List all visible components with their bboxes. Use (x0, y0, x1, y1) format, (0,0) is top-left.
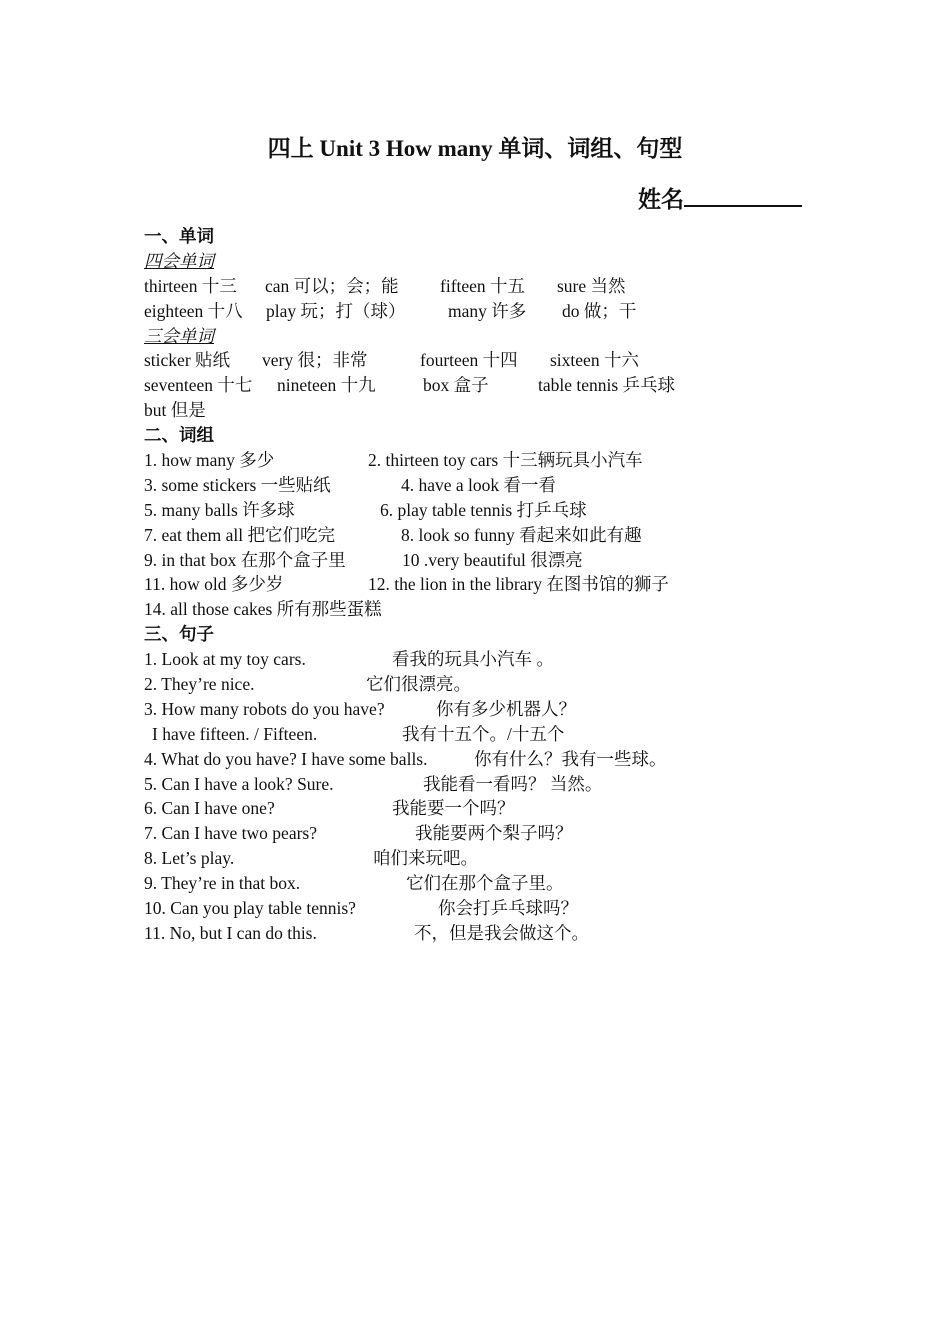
word-item: very 很；非常 (262, 350, 368, 371)
page-title: 四上 Unit 3 How many 单词、词组、句型 (267, 136, 683, 161)
sentence-row (144, 722, 864, 747)
section-heading-sentences (144, 622, 864, 647)
phrase-item: 5. many balls 许多球 (144, 499, 295, 520)
word-row (144, 373, 864, 398)
phrase-row (144, 448, 864, 473)
phrase-item: 11. how old 多少岁 (144, 574, 284, 595)
word-row (144, 299, 864, 324)
heading-text: 三、句子 (144, 624, 214, 645)
sentence-english: 9. They’re in that box. (144, 873, 301, 894)
phrase-item: 9. in that box 在那个盒子里 (144, 549, 346, 570)
word-item: seventeen 十七 (144, 375, 253, 396)
word-item: table tennis 乒乓球 (538, 375, 676, 396)
word-item: sticker 贴纸 (144, 350, 231, 371)
sentence-row (144, 871, 864, 896)
sentence-row (144, 772, 864, 797)
phrase-item: 12. the lion in the library 在图书馆的狮子 (368, 574, 669, 595)
heading-text: 一、单词 (144, 226, 214, 246)
word-item: do 做；干 (562, 300, 637, 321)
phrase-item: 14. all those cakes 所有那些蛋糕 (144, 599, 382, 620)
sentence-chinese: 不，但是我会做这个。 (414, 922, 589, 943)
sentence-english: 6. Can I have one? (144, 798, 275, 819)
phrase-item: 2. thirteen toy cars 十三辆玩具小汽车 (368, 450, 643, 471)
phrase-item: 1. how many 多少 (144, 450, 275, 471)
word-item: box 盒子 (423, 375, 489, 396)
sentence-chinese: 你有什么？我有一些球。 (474, 748, 667, 769)
word-row (144, 274, 864, 299)
heading-text: 二、词组 (144, 425, 214, 446)
phrase-row (144, 548, 864, 573)
subheading-text: 三会单词 (144, 325, 214, 346)
word-item: many 许多 (448, 300, 527, 321)
sentence-english: 1. Look at my toy cars. (144, 649, 306, 670)
sentence-chinese: 我有十五个。/十五个 (402, 723, 565, 744)
phrase-item: 10 .very beautiful 很漂亮 (402, 549, 583, 570)
sentence-row (144, 846, 864, 871)
phrase-item: 8. look so funny 看起来如此有趣 (401, 524, 642, 545)
phrase-item: 3. some stickers 一些贴纸 (144, 474, 331, 495)
sentence-chinese: 你有多少机器人？ (436, 698, 576, 719)
sentence-row (144, 821, 864, 846)
sentence-chinese: 它们在那个盒子里。 (406, 873, 564, 894)
sentence-chinese: 你会打乒乓球吗？ (438, 898, 578, 919)
section-heading-words (144, 224, 864, 249)
phrase-row (144, 597, 864, 622)
section-heading-phrases (144, 423, 864, 448)
phrase-item: 6. play table tennis 打乒乓球 (380, 499, 587, 520)
sentence-row (144, 896, 864, 921)
phrase-row (144, 572, 864, 597)
phrase-row (144, 523, 864, 548)
sentence-english: 2. They’re nice. (144, 674, 255, 695)
word-item: nineteen 十九 (277, 375, 376, 396)
word-item: fourteen 十四 (420, 350, 518, 371)
word-item: play 玩；打（球） (266, 300, 406, 321)
sentence-row (144, 921, 864, 946)
name-blank-line (684, 183, 802, 207)
sentence-english: 5. Can I have a look? Sure. (144, 773, 334, 794)
sentence-row (144, 672, 864, 697)
word-item: sixteen 十六 (550, 350, 639, 371)
sentence-row (144, 697, 864, 722)
name-label: 姓名 (638, 187, 684, 212)
name-field (638, 183, 802, 216)
subheading-four-skill (144, 249, 864, 274)
phrase-item: 7. eat them all 把它们吃完 (144, 524, 336, 545)
phrase-row (144, 473, 864, 498)
sentence-chinese: 咱们来玩吧。 (373, 848, 478, 869)
phrase-item: 4. have a look 看一看 (401, 474, 557, 495)
phrase-row (144, 498, 864, 523)
subheading-text: 四会单词 (144, 250, 214, 271)
sentence-english: I have fifteen. / Fifteen. (152, 723, 318, 744)
word-item: thirteen 十三 (144, 275, 237, 296)
word-row (144, 398, 864, 423)
word-item: sure 当然 (557, 275, 626, 296)
sentence-row (144, 796, 864, 821)
sentence-chinese: 看我的玩具小汽车 。 (392, 649, 554, 670)
sentence-english: 7. Can I have two pears? (144, 823, 317, 844)
sentence-row (144, 747, 864, 772)
word-item: but 但是 (144, 400, 206, 421)
word-item: eighteen 十八 (144, 300, 243, 321)
sentence-english: 10. Can you play table tennis? (144, 898, 356, 919)
sentence-english: 4. What do you have? I have some balls. (144, 748, 428, 769)
sentence-chinese: 我能要一个吗？ (392, 798, 515, 819)
sentence-english: 11. No, but I can do this. (144, 922, 317, 943)
sentence-chinese: 我能看一看吗？ 当然。 (423, 773, 603, 794)
word-item: can 可以；会；能 (265, 275, 399, 296)
worksheet-content (144, 224, 864, 946)
sentence-english: 8. Let’s play. (144, 848, 235, 869)
subheading-three-skill (144, 324, 864, 349)
sentence-english: 3. How many robots do you have? (144, 698, 385, 719)
word-item: fifteen 十五 (440, 275, 526, 296)
sentence-chinese: 我能要两个梨子吗？ (415, 823, 573, 844)
word-row (144, 348, 864, 373)
sentence-row (144, 647, 864, 672)
sentence-chinese: 它们很漂亮。 (366, 674, 471, 695)
